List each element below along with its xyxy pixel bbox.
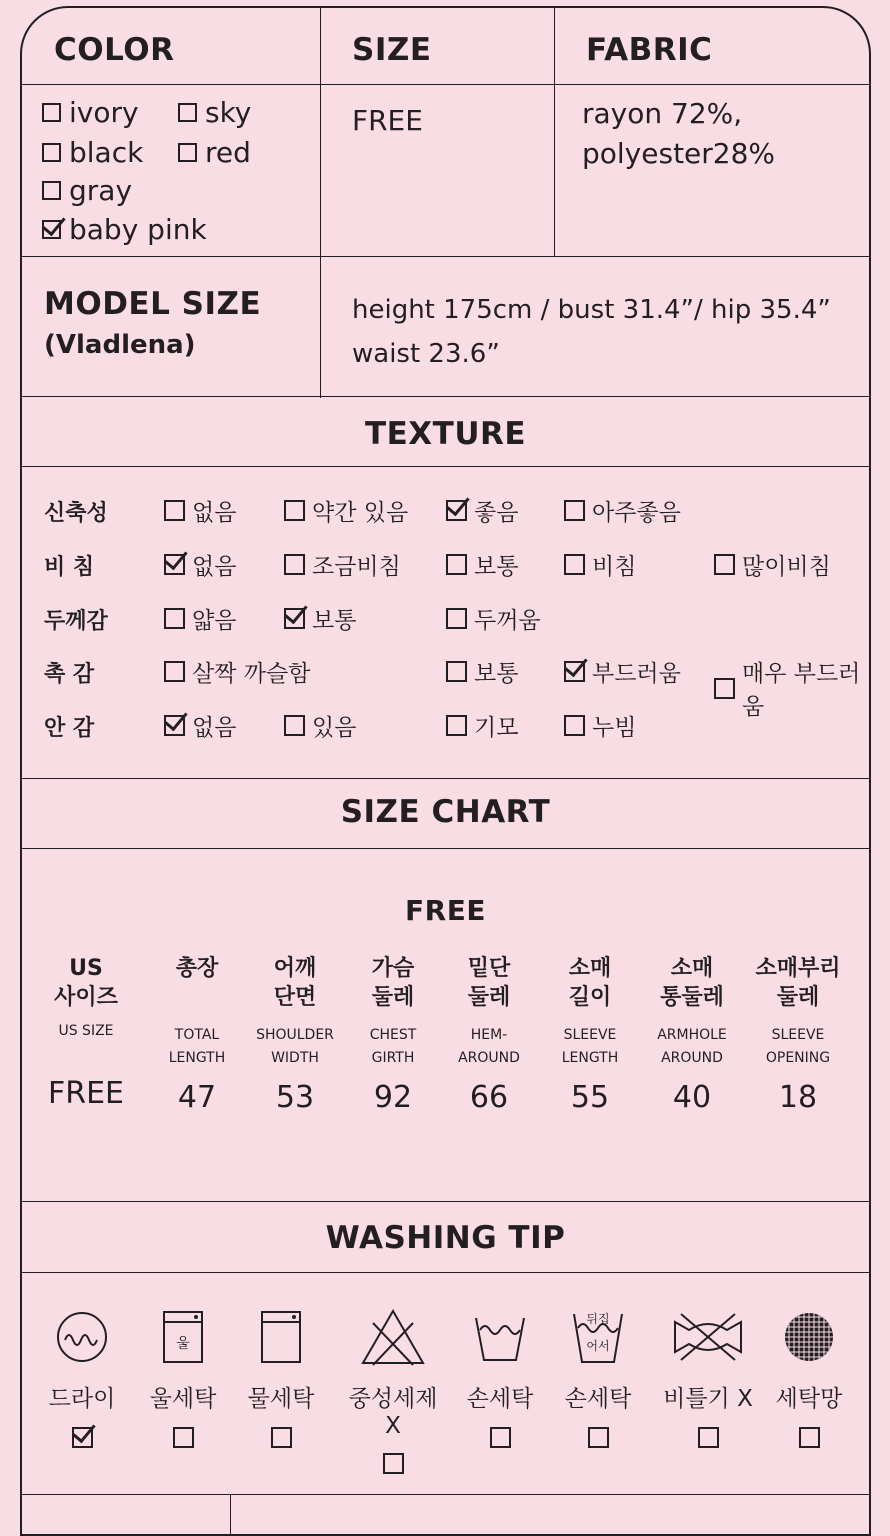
product-info-card [20,6,871,1536]
texture-option-label: 기모 [474,715,519,741]
model-measurement-line: height 175cm / bust 31.4”/ hip 35.4” [352,295,831,325]
column-header-en: SLEEVE LENGTH [561,1027,619,1066]
washing-label: 물세탁 [247,1386,315,1412]
checkbox[interactable] [383,1453,404,1474]
texture-option[interactable] [446,494,518,527]
texture-option-label: 부드러움 [592,661,681,687]
checkbox[interactable] [698,1427,719,1448]
color-label: ivory [69,96,139,129]
texture-option-label: 두꺼움 [474,608,541,634]
checkbox[interactable] [588,1427,609,1448]
laundry-net-icon [759,1304,859,1370]
checkbox[interactable] [178,143,197,162]
texture-row [44,544,871,584]
wool-wash-icon [133,1304,233,1370]
size-value-cell: 53 [275,1080,315,1115]
checkbox[interactable] [164,500,185,521]
color-option-baby-pink[interactable] [42,213,207,246]
checkbox-checked[interactable] [164,715,185,736]
texture-option-label: 보통 [312,608,357,634]
checkbox[interactable] [42,143,61,162]
checkbox[interactable] [714,678,735,699]
texture-title: TEXTURE [364,416,527,452]
column-header-en: SHOULDER WIDTH [256,1027,334,1066]
texture-row-label: 비 침 [44,555,95,580]
checkbox[interactable] [284,500,305,521]
texture-row [44,598,871,638]
texture-option[interactable] [284,494,408,527]
checkbox[interactable] [490,1427,511,1448]
checkbox-checked[interactable] [72,1427,93,1448]
texture-option-label: 보통 [474,554,519,580]
texture-row-label: 안 감 [44,716,95,741]
no-neutral-detergent-icon [343,1304,443,1370]
texture-option[interactable] [564,494,681,527]
size-value-cell: 55 [570,1080,610,1115]
washing-label: 손세탁 [466,1386,534,1412]
checkbox-checked[interactable] [42,220,61,239]
texture-option-label: 조금비침 [312,554,401,580]
model-size-title: MODEL SIZE [44,286,262,322]
washing-item [658,1304,758,1448]
size-value-cell: 40 [672,1080,712,1115]
texture-option[interactable] [446,548,518,581]
texture-option[interactable] [284,709,356,742]
column-header-en: CHEST GIRTH [369,1027,417,1066]
size-value-cell: 47 [177,1080,217,1115]
color-header: COLOR [54,32,175,68]
texture-option-label: 누빔 [592,715,637,741]
texture-option-label: 없음 [192,715,237,741]
washing-item [450,1304,550,1448]
texture-row-label: 촉 감 [44,662,95,687]
model-measurement-line: waist 23.6” [352,339,500,369]
washing-item [32,1304,132,1448]
checkbox[interactable] [42,181,61,200]
fabric-line: polyester28% [582,137,776,170]
fabric-line: rayon 72%, [582,97,743,130]
fabric-header: FABRIC [586,32,713,68]
svg-text:어서: 어서 [586,1339,610,1353]
checkbox[interactable] [714,554,735,575]
model-name: (Vladlena) [44,330,196,360]
hand-wash-inside-out-icon [548,1304,648,1370]
checkbox[interactable] [799,1427,820,1448]
column-header-en: US SIZE [58,1023,114,1039]
texture-option-label: 매우 부드러움 [742,661,861,720]
texture-option-label: 있음 [312,715,357,741]
texture-option-label: 약간 있음 [312,500,409,526]
washing-label: 중성세제 X [348,1386,438,1439]
column-header-kr: 소매 통둘레 [660,956,724,1010]
size-chart-column [637,954,747,1115]
color-option-sky[interactable] [178,96,251,129]
washing-item [759,1304,859,1448]
checkbox[interactable] [271,1427,292,1448]
checkbox[interactable] [564,500,585,521]
texture-option-label: 보통 [474,661,519,687]
column-header-kr: 밑단 둘레 [467,956,511,1010]
washing-item [548,1304,648,1448]
washing-item [343,1304,443,1474]
size-chart-column [434,954,544,1115]
washing-label: 드라이 [48,1386,116,1412]
texture-row-label: 두께감 [44,609,108,634]
model-measurements [352,288,831,376]
checkbox-checked[interactable] [446,500,467,521]
texture-option[interactable] [164,709,236,742]
texture-option[interactable] [284,548,401,581]
texture-row [44,705,871,745]
checkbox[interactable] [446,554,467,575]
texture-option-label: 살짝 까슬함 [192,661,311,687]
color-label: black [69,136,144,169]
texture-option[interactable] [564,548,636,581]
texture-option[interactable] [164,602,236,635]
checkbox[interactable] [164,661,185,682]
column-header-kr: 어깨 단면 [273,956,317,1010]
column-header-kr: 소매 길이 [568,956,612,1010]
color-label: red [205,136,251,169]
checkbox-checked[interactable] [164,554,185,575]
texture-option-label: 비침 [592,554,637,580]
checkbox[interactable] [284,554,305,575]
checkbox[interactable] [446,608,467,629]
texture-row-label: 신축성 [44,501,108,526]
checkbox[interactable] [178,103,197,122]
size-value-cell: 66 [469,1080,509,1115]
size-value: FREE [352,104,423,137]
texture-option[interactable] [446,602,541,635]
texture-row [44,651,871,720]
checkbox-checked[interactable] [564,661,585,682]
texture-option-label: 없음 [192,554,237,580]
washing-label: 비틀기 X [663,1386,753,1412]
texture-option-label: 얇음 [192,608,237,634]
washing-item [133,1304,233,1448]
texture-option[interactable] [446,709,518,742]
size-chart-column [31,954,141,1111]
checkbox[interactable] [564,715,585,736]
color-option-gray[interactable] [42,174,132,207]
color-label: baby pink [69,213,207,246]
texture-option[interactable] [564,655,681,688]
checkbox[interactable] [284,715,305,736]
size-chart-column [743,954,853,1115]
texture-option[interactable] [284,602,356,635]
texture-option[interactable] [164,494,236,527]
size-chart-subtitle: FREE [405,894,486,927]
washing-item [231,1304,331,1448]
checkbox[interactable] [564,554,585,575]
checkbox[interactable] [446,715,467,736]
fabric-composition [582,94,775,174]
color-option-red[interactable] [178,136,251,169]
washing-label: 세탁망 [775,1386,843,1412]
washing-label: 울세탁 [149,1386,217,1412]
water-wash-icon [231,1304,331,1370]
column-header-kr: US 사이즈 [54,956,118,1010]
texture-option-label: 아주좋음 [592,500,681,526]
color-option-ivory[interactable] [42,96,139,129]
column-header-en: SLEEVE OPENING [765,1027,831,1066]
checkbox[interactable] [173,1427,194,1448]
washing-label: 손세탁 [564,1386,632,1412]
column-header-en: HEM- AROUND [458,1027,520,1066]
column-header-en: TOTAL LENGTH [168,1027,226,1066]
texture-option-label: 없음 [192,500,237,526]
size-chart-title: SIZE CHART [340,794,551,830]
hand-wash-icon [450,1304,550,1370]
texture-option-label: 좋음 [474,500,519,526]
size-value-cell: 18 [778,1080,818,1115]
washing-tip-title: WASHING TIP [325,1220,566,1256]
svg-text:울: 울 [176,1336,190,1352]
texture-option[interactable] [164,548,236,581]
size-chart-column [338,954,448,1115]
texture-row [44,490,871,530]
texture-option-label: 많이비침 [742,554,831,580]
checkbox[interactable] [164,608,185,629]
column-header-en: ARMHOLE AROUND [657,1027,727,1066]
svg-text:뒤집: 뒤집 [586,1312,610,1326]
checkbox-checked[interactable] [284,608,305,629]
dry-clean-icon [32,1304,132,1370]
texture-option[interactable] [714,548,831,581]
column-header-kr: 총장 [175,956,219,981]
size-value-cell: 92 [373,1080,413,1115]
no-wring-icon [658,1304,758,1370]
checkbox[interactable] [446,661,467,682]
size-value-cell: FREE [47,1076,124,1111]
size-chart-column [142,954,252,1115]
column-header-kr: 소매부리 둘레 [755,956,841,1010]
texture-option[interactable] [446,655,518,688]
size-chart-column [240,954,350,1115]
color-label: gray [69,174,133,207]
texture-option[interactable] [564,709,636,742]
color-option-black[interactable] [42,136,143,169]
size-chart-column [535,954,645,1115]
column-header-kr: 가슴 둘레 [371,956,415,1010]
checkbox[interactable] [42,103,61,122]
texture-option[interactable] [164,655,310,688]
size-header: SIZE [352,32,432,68]
color-label: sky [205,96,252,129]
